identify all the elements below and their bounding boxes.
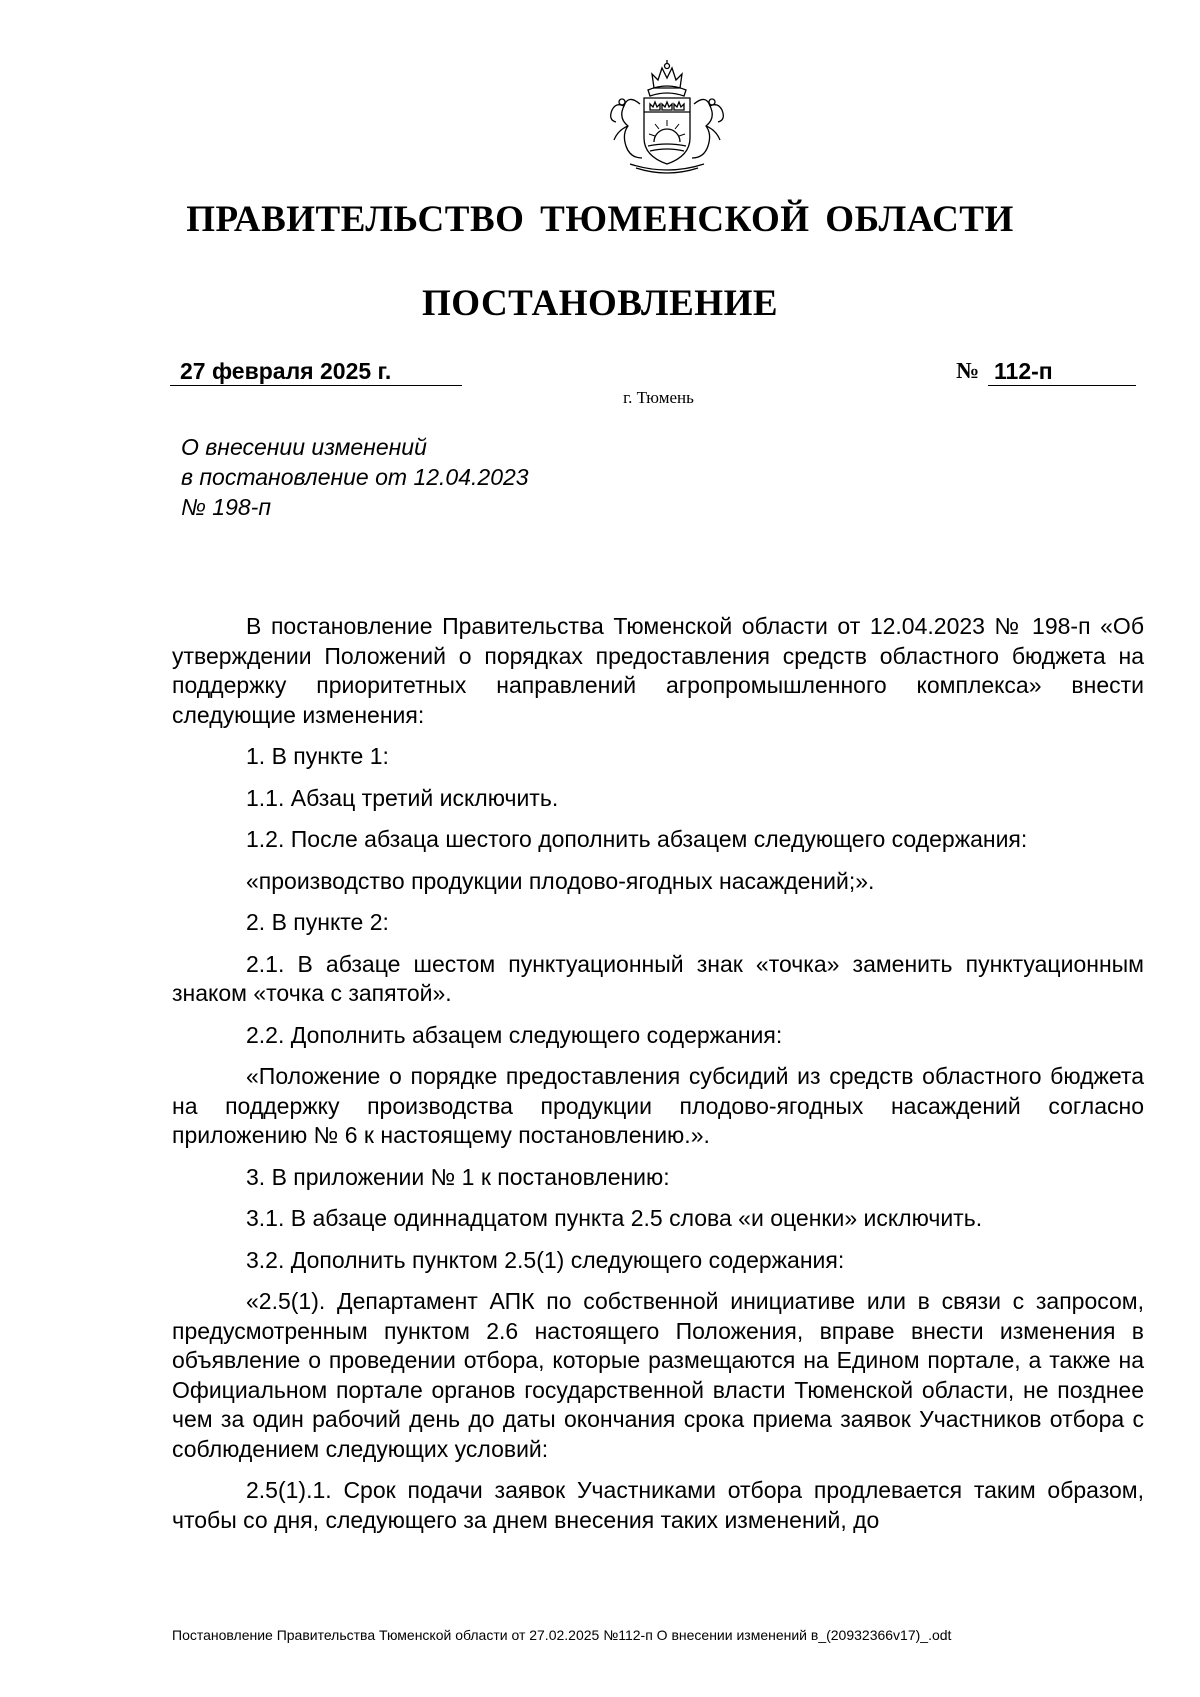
subject-line: № 198-п — [181, 494, 271, 520]
city-label: г. Тюмень — [623, 388, 694, 407]
body-paragraph: 1.2. После абзаца шестого дополнить абзацем следующего содержания: — [246, 826, 1028, 852]
document-number: 112-п — [988, 356, 1136, 386]
body-paragraph: 3.1. В абзаце одиннадцатом пункта 2.5 слова «и оценки» исключить. — [246, 1205, 983, 1231]
document-type-title: ПОСТАНОВЛЕНИЕ — [421, 283, 779, 324]
subject-line: в постановление от 12.04.2023 — [181, 464, 529, 490]
body-paragraph: В постановление Правительства Тюменской области от 12.04.2023 № 198-п «Об утверждении Положений о порядках предоставления средств областного бюджета на поддержку приоритетных направлений агропромышленного комплекса» внести следующие изменения: — [172, 613, 1144, 728]
body-paragraph: «производство продукции плодово-ягодных насаждений;». — [246, 867, 875, 894]
body-paragraph: 2.5(1).1. Срок подачи заявок Участниками отбора продлевается таким образом, чтобы со дня, следующего за днем внесения таких изменений, до — [172, 1477, 1144, 1533]
body-paragraph: 3.2. Дополнить пунктом 2.5(1) следующего содержания: — [246, 1246, 845, 1273]
body-paragraph: 2.2. Дополнить абзацем следующего содержания: — [246, 1021, 783, 1048]
body-paragraph: «Положение о порядке предоставления субсидий из средств областного бюджета на поддержку производства продукции плодово-ягодных насаждений согласно приложению № 6 к настоящему постановлению.». — [172, 1063, 1144, 1148]
body-paragraph: 1.1. Абзац третий исключить. — [246, 784, 559, 811]
coat-of-arms-icon — [592, 60, 742, 178]
body-paragraph: 2. В пункте 2: — [246, 909, 389, 935]
number-label: № — [956, 358, 980, 383]
body-paragraph: 2.1. В абзаце шестом пунктуационный знак «точка» заменить пунктуационным знаком «точка с запятой». — [172, 950, 1144, 1006]
body-paragraph: 3. В приложении № 1 к постановлению: — [246, 1163, 670, 1190]
document-subject — [181, 432, 529, 522]
page-footer: Постановление Правительства Тюменской области от 27.02.2025 №112-п О внесении изменений в_(20932366v17)_.odt — [172, 1627, 952, 1643]
body-paragraph: «2.5(1). Департамент АПК по собственной инициативе или в связи с запросом, предусмотренным пунктом 2.6 настоящего Положения, вправе внести изменения в объявление о проведении отбора, которые размещаются на Едином портале, а также на Официальном портале органов государственной власти Тюменской области, не позднее чем за один рабочий день до даты окончания срока приема заявок Участников отбора с соблюдением следующих условий: — [172, 1288, 1144, 1462]
document-body — [172, 612, 1144, 1547]
government-title: ПРАВИТЕЛЬСТВО ТЮМЕНСКОЙ ОБЛАСТИ — [186, 199, 1014, 240]
subject-line: О внесении изменений — [181, 434, 427, 460]
document-date: 27 февраля 2025 г. — [170, 356, 462, 386]
body-paragraph: 1. В пункте 1: — [246, 743, 389, 769]
